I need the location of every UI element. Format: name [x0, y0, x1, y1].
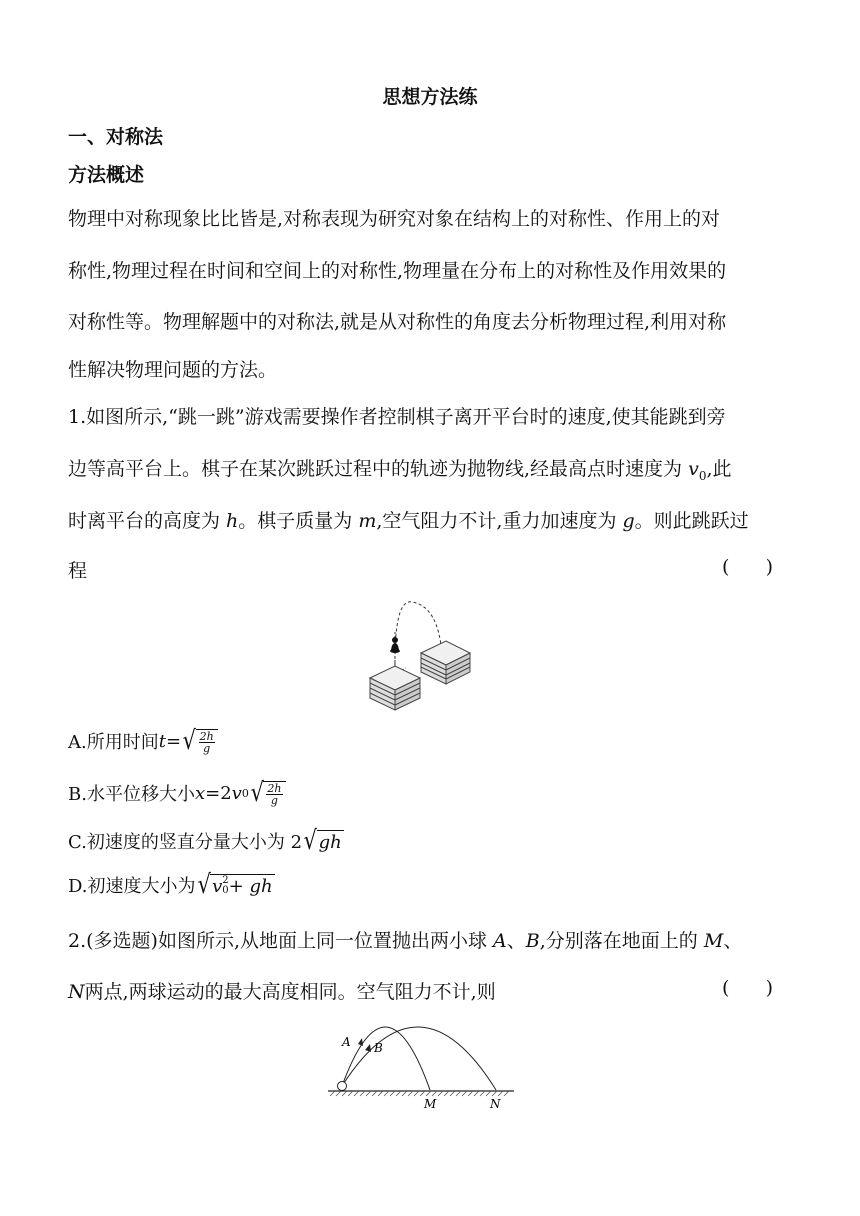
option-d[interactable]: D.初速度大小为 √ v 2 0 + gh — [68, 870, 273, 900]
overview-line-4: 性解决物理问题的方法。 — [68, 359, 278, 381]
q2-line-1: 2.(多选题)如图所示,从地面上同一位置抛出两小球 A、B,分别落在地面上的 M、 — [68, 930, 743, 952]
label-b: B — [374, 1041, 383, 1055]
option-b[interactable]: B.水平位移大小 x =2 v 0 √ $\frac{2h}{g}$ — [68, 780, 286, 806]
projectile-figure — [322, 1016, 518, 1112]
q2-line-2: N两点,两球运动的最大高度相同。空气阻力不计,则 — [68, 981, 496, 1003]
q1-line-3: 时离平台的高度为 h。棋子质量为 m,空气阻力不计,重力加速度为 g。则此跳跃过 — [68, 510, 749, 532]
label-m: M — [424, 1097, 437, 1111]
q1-answer-blank: ( ) — [722, 556, 774, 578]
option-a[interactable]: A.所用时间 t = √ $\frac{2h}{g}$ — [68, 728, 218, 754]
overview-line-1: 物理中对称现象比比皆是,对称表现为研究对象在结构上的对称性、作用上的对 — [68, 208, 721, 230]
overview-line-3: 对称性等。物理解题中的对称法,就是从对称性的角度去分析物理过程,利用对称 — [68, 311, 727, 333]
method-overview-heading: 方法概述 — [68, 164, 145, 186]
q2-answer-blank: ( ) — [722, 977, 774, 999]
q1-line-1: 1.如图所示,“跳一跳”游戏需要操作者控制棋子离开平台时的速度,使其能跳到旁 — [68, 406, 726, 428]
option-c[interactable]: C.初速度的竖直分量大小为 2 √ gh — [68, 826, 342, 856]
jump-game-figure — [360, 594, 480, 716]
overview-line-2: 称性,物理过程在时间和空间上的对称性,物理量在分布上的对称性及作用效果的 — [68, 260, 727, 282]
q1-line-2: 边等高平台上。棋子在某次跳跃过程中的轨迹为抛物线,经最高点时速度为 $v_0$,此 — [68, 458, 732, 483]
q1-line-4: 程 — [68, 560, 88, 582]
section-heading: 一、对称法 — [68, 126, 164, 148]
label-n: N — [490, 1097, 501, 1111]
label-a: A — [342, 1035, 351, 1049]
page-title: 思想方法练 — [382, 86, 478, 108]
